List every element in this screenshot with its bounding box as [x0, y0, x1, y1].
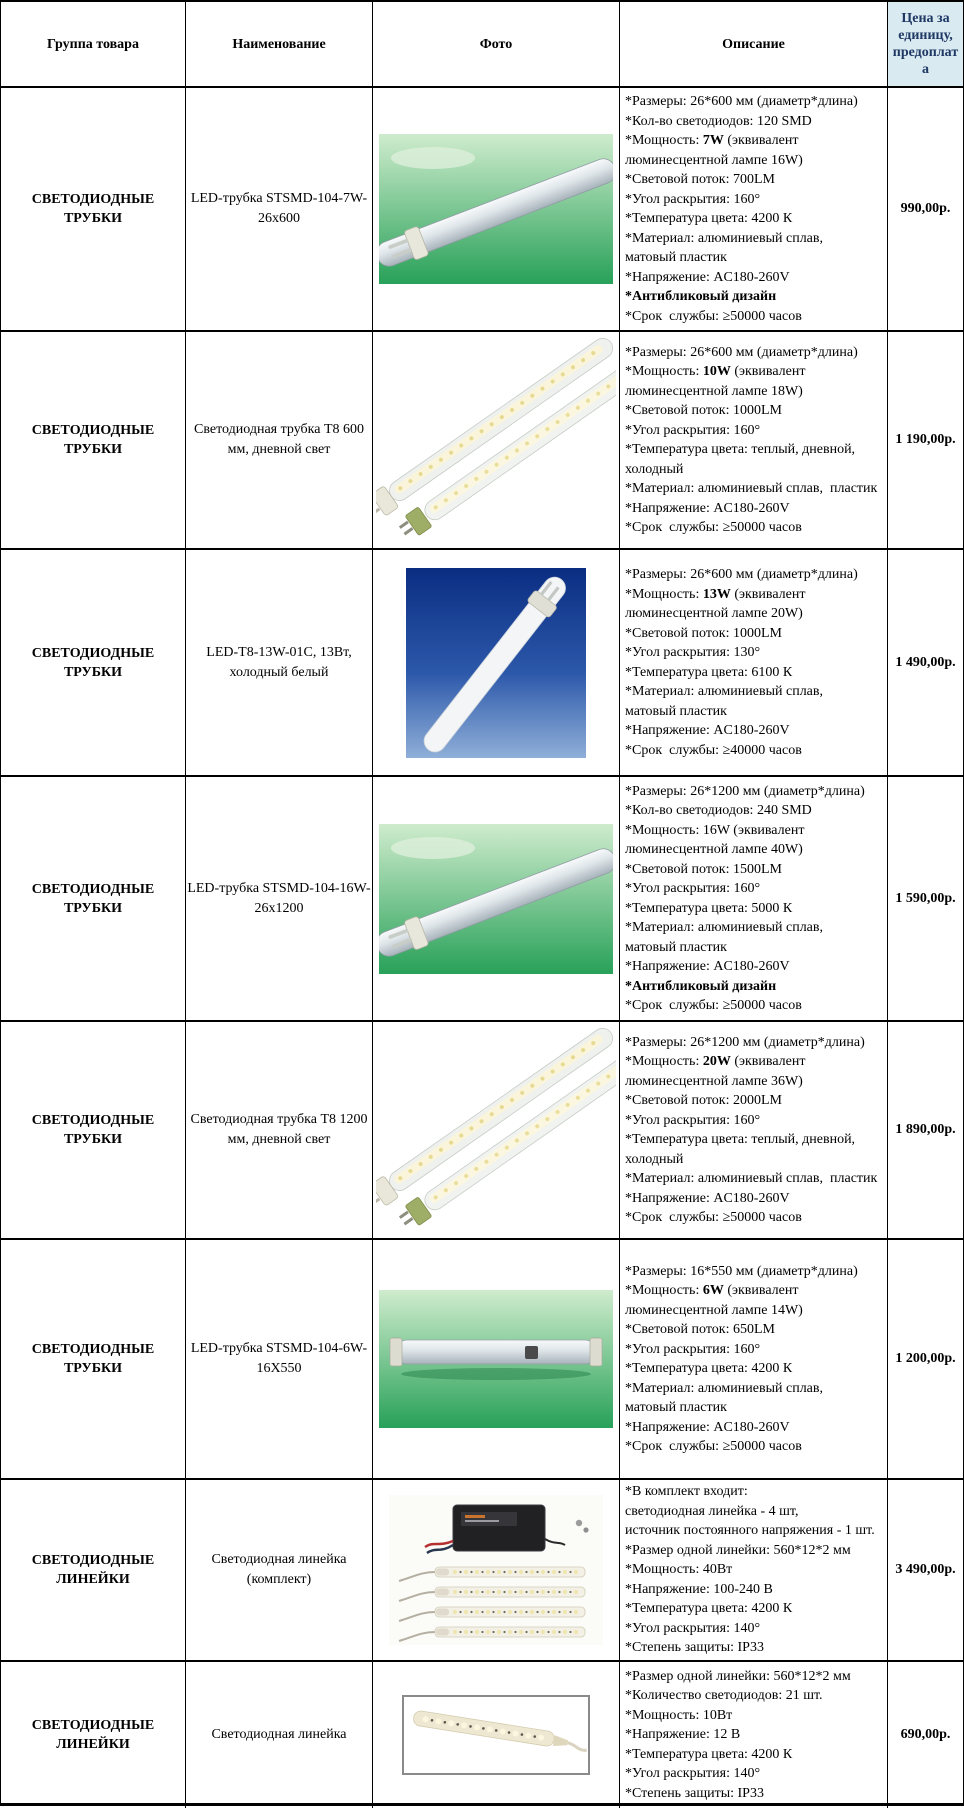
photo-cell — [373, 1240, 620, 1478]
name-cell — [186, 777, 373, 1020]
description-line: *Степень защиты: IP33 — [625, 1638, 886, 1658]
table-row — [1, 1662, 963, 1808]
photo-cell — [373, 550, 620, 775]
photo-cell — [373, 1480, 620, 1660]
description-line: *Напряжение: AC180-260V — [625, 499, 886, 519]
description-line: *Мощность: 10Вт — [625, 1706, 886, 1726]
description-line: *Материал: алюминиевый сплав, пластик — [625, 479, 886, 499]
description-line: *В комплект входит: — [625, 1482, 886, 1502]
product-name: Светодиодная трубка Т8 600 мм, дневной свет — [187, 420, 371, 460]
description-line: *Мощность: 6W (эквивалент — [625, 1281, 886, 1301]
price-cell — [888, 1240, 963, 1478]
description-line: *Световой поток: 2000LM — [625, 1091, 886, 1111]
description-cell — [620, 332, 888, 548]
name-cell — [186, 1662, 373, 1808]
description-line: *Напряжение: AC180-260V — [625, 1189, 886, 1209]
description-cell — [620, 1240, 888, 1478]
description-line: *Размеры: 16*550 мм (диаметр*длина) — [625, 1262, 886, 1282]
description-line: *Мощность: 40Вт — [625, 1560, 886, 1580]
description-line: источник постоянного напряжения - 1 шт. — [625, 1521, 886, 1541]
group-cell: СВЕТОДИОДНЫЕ ТРУБКИ — [1, 1240, 186, 1478]
description-line: *Световой поток: 1000LM — [625, 401, 886, 421]
price-value: 3 490,00р. — [895, 1562, 955, 1578]
product-photo — [376, 1026, 616, 1234]
product-photo — [376, 336, 616, 544]
product-name: LED-трубка STSMD-104-6W-16X550 — [187, 1339, 371, 1379]
name-cell — [186, 1480, 373, 1660]
description-line: *Температура цвета: 5000 К — [625, 899, 886, 919]
name-cell — [186, 332, 373, 548]
description-line: *Срок службы: ≥50000 часов — [625, 996, 886, 1016]
name-cell — [186, 1022, 373, 1238]
description-line: *Световой поток: 700LM — [625, 170, 886, 190]
description-line: *Материал: алюминиевый сплав, — [625, 229, 886, 249]
description-line: *Угол раскрытия: 130° — [625, 643, 886, 663]
photo-cell — [373, 777, 620, 1020]
description-line: *Температура цвета: 4200 К — [625, 209, 886, 229]
group-cell: СВЕТОДИОДНЫЕ ТРУБКИ — [1, 777, 186, 1020]
group-cell: СВЕТОДИОДНЫЕ ТРУБКИ — [1, 550, 186, 775]
price-value: 1 190,00р. — [895, 432, 955, 448]
description-line: *Напряжение: AC180-260V — [625, 268, 886, 288]
table-row — [1, 332, 963, 550]
photo-cell — [373, 1022, 620, 1238]
product-photo — [389, 1495, 603, 1645]
description-line: матовый пластик — [625, 1398, 886, 1418]
name-cell — [186, 1240, 373, 1478]
header-group: Группа товара — [1, 2, 186, 86]
description-line: люминесцентной лампе 36W) — [625, 1072, 886, 1092]
description-line: *Мощность: 10W (эквивалент — [625, 362, 886, 382]
description-cell — [620, 777, 888, 1020]
description-line: *Температура цвета: 4200 К — [625, 1745, 886, 1765]
description-line: *Угол раскрытия: 160° — [625, 421, 886, 441]
description-line: люминесцентной лампе 40W) — [625, 840, 886, 860]
description-line: *Срок службы: ≥50000 часов — [625, 518, 886, 538]
description-line: *Срок службы: ≥40000 часов — [625, 741, 886, 761]
photo-cell — [373, 1662, 620, 1808]
description-line: *Степень защиты: IP33 — [625, 1784, 886, 1804]
price-cell — [888, 332, 963, 548]
description-line: *Количество светодиодов: 21 шт. — [625, 1686, 886, 1706]
product-photo — [379, 1290, 613, 1428]
price-value: 690,00р. — [901, 1727, 951, 1743]
description-line: *Размеры: 26*1200 мм (диаметр*длина) — [625, 1033, 886, 1053]
description-line: *Угол раскрытия: 160° — [625, 190, 886, 210]
description-line: люминесцентной лампе 16W) — [625, 151, 886, 171]
group-cell: СВЕТОДИОДНЫЕ ТРУБКИ — [1, 1022, 186, 1238]
description-line: люминесцентной лампе 18W) — [625, 382, 886, 402]
product-name: LED-T8-13W-01C, 13Вт, холодный белый — [187, 643, 371, 683]
description-line: *Напряжение: AC180-260V — [625, 957, 886, 977]
description-line: матовый пластик — [625, 248, 886, 268]
photo-cell — [373, 332, 620, 548]
description-line: *Мощность: 13W (эквивалент — [625, 585, 886, 605]
description-line: *Материал: алюминиевый сплав, — [625, 682, 886, 702]
description-line: *Температура цвета: 4200 К — [625, 1359, 886, 1379]
price-value: 1 200,00р. — [895, 1351, 955, 1367]
product-name: Светодиодная линейка (комплект) — [187, 1550, 371, 1590]
price-cell — [888, 1662, 963, 1808]
name-cell — [186, 550, 373, 775]
table-row — [1, 550, 963, 777]
description-line: *Напряжение: 12 В — [625, 1725, 886, 1745]
description-line: светодиодная линейка - 4 шт, — [625, 1502, 886, 1522]
header-photo: Фото — [373, 2, 620, 86]
description-line: матовый пластик — [625, 938, 886, 958]
table-row — [1, 1480, 963, 1662]
description-line: *Размеры: 26*600 мм (диаметр*длина) — [625, 565, 886, 585]
price-cell — [888, 88, 963, 330]
price-cell — [888, 777, 963, 1020]
description-line: *Угол раскрытия: 140° — [625, 1619, 886, 1639]
description-line: *Мощность: 16W (эквивалент — [625, 821, 886, 841]
header-price: Цена за единицу, предоплата — [888, 2, 963, 86]
description-line: *Температура цвета: теплый, дневной, — [625, 1130, 886, 1150]
product-photo — [406, 568, 586, 758]
description-line: *Антибликовый дизайн — [625, 287, 886, 307]
description-line: *Срок службы: ≥50000 часов — [625, 1437, 886, 1457]
description-cell — [620, 1662, 888, 1808]
description-line: *Мощность: 7W (эквивалент — [625, 131, 886, 151]
product-name: LED-трубка STSMD-104-7W-26x600 — [187, 189, 371, 229]
description-line: *Световой поток: 1500LM — [625, 860, 886, 880]
group-cell: СВЕТОДИОДНЫЕ ТРУБКИ — [1, 88, 186, 330]
product-name: LED-трубка STSMD-104-16W-26x1200 — [187, 879, 371, 919]
description-line: *Угол раскрытия: 160° — [625, 1340, 886, 1360]
description-line: *Материал: алюминиевый сплав, — [625, 918, 886, 938]
description-line: *Температура цвета: 4200 К — [625, 1599, 886, 1619]
price-cell — [888, 1022, 963, 1238]
price-cell — [888, 550, 963, 775]
description-line: *Напряжение: AC180-260V — [625, 721, 886, 741]
description-cell — [620, 1022, 888, 1238]
description-line: *Световой поток: 650LM — [625, 1320, 886, 1340]
product-photo — [402, 1695, 590, 1775]
product-photo — [379, 134, 613, 284]
price-value: 1 590,00р. — [895, 891, 955, 907]
description-line: *Размеры: 26*1200 мм (диаметр*длина) — [625, 782, 886, 802]
table-row — [1, 1022, 963, 1240]
description-line: *Срок службы: ≥50000 часов — [625, 1208, 886, 1228]
description-line: матовый пластик — [625, 702, 886, 722]
description-line: люминесцентной лампе 20W) — [625, 604, 886, 624]
description-cell — [620, 88, 888, 330]
table-header-row — [1, 2, 963, 88]
description-line: люминесцентной лампе 14W) — [625, 1301, 886, 1321]
description-line: холодный — [625, 1150, 886, 1170]
product-name: Светодиодная линейка — [211, 1725, 346, 1745]
table-row — [1, 777, 963, 1022]
table-row — [1, 88, 963, 332]
name-cell — [186, 88, 373, 330]
photo-cell — [373, 88, 620, 330]
product-name: Светодиодная трубка Т8 1200 мм, дневной свет — [187, 1110, 371, 1150]
header-name: Наименование — [186, 2, 373, 86]
description-line: *Размеры: 26*600 мм (диаметр*длина) — [625, 92, 886, 112]
group-cell: СВЕТОДИОДНЫЕ ТРУБКИ — [1, 332, 186, 548]
product-photo — [379, 824, 613, 974]
price-cell — [888, 1480, 963, 1660]
description-cell — [620, 550, 888, 775]
description-line: *Угол раскрытия: 160° — [625, 879, 886, 899]
description-line: *Срок службы: ≥50000 часов — [625, 307, 886, 327]
description-cell — [620, 1480, 888, 1660]
description-line: *Кол-во светодиодов: 240 SMD — [625, 801, 886, 821]
description-line: *Напряжение: AC180-260V — [625, 1418, 886, 1438]
description-line: *Размер одной линейки: 560*12*2 мм — [625, 1667, 886, 1687]
description-line: *Материал: алюминиевый сплав, пластик — [625, 1169, 886, 1189]
description-line: *Температура цвета: теплый, дневной, — [625, 440, 886, 460]
group-cell: СВЕТОДИОДНЫЕ ЛИНЕЙКИ — [1, 1480, 186, 1660]
description-line: *Антибликовый дизайн — [625, 977, 886, 997]
group-cell: СВЕТОДИОДНЫЕ ЛИНЕЙКИ — [1, 1662, 186, 1808]
description-line: *Угол раскрытия: 160° — [625, 1111, 886, 1131]
header-description: Описание — [620, 2, 888, 86]
price-value: 1 890,00р. — [895, 1122, 955, 1138]
description-line: *Размеры: 26*600 мм (диаметр*длина) — [625, 343, 886, 363]
price-value: 1 490,00р. — [895, 655, 955, 671]
description-line: *Угол раскрытия: 140° — [625, 1764, 886, 1784]
description-line: *Световой поток: 1000LM — [625, 624, 886, 644]
description-line: *Напряжение: 100-240 В — [625, 1580, 886, 1600]
price-value: 990,00р. — [901, 201, 951, 217]
table-row — [1, 1240, 963, 1480]
description-line: *Мощность: 20W (эквивалент — [625, 1052, 886, 1072]
description-line: холодный — [625, 460, 886, 480]
table-body — [1, 88, 963, 1808]
description-line: *Размер одной линейки: 560*12*2 мм — [625, 1541, 886, 1561]
description-line: *Кол-во светодиодов: 120 SMD — [625, 112, 886, 132]
description-line: *Материал: алюминиевый сплав, — [625, 1379, 886, 1399]
description-line: *Температура цвета: 6100 К — [625, 663, 886, 683]
